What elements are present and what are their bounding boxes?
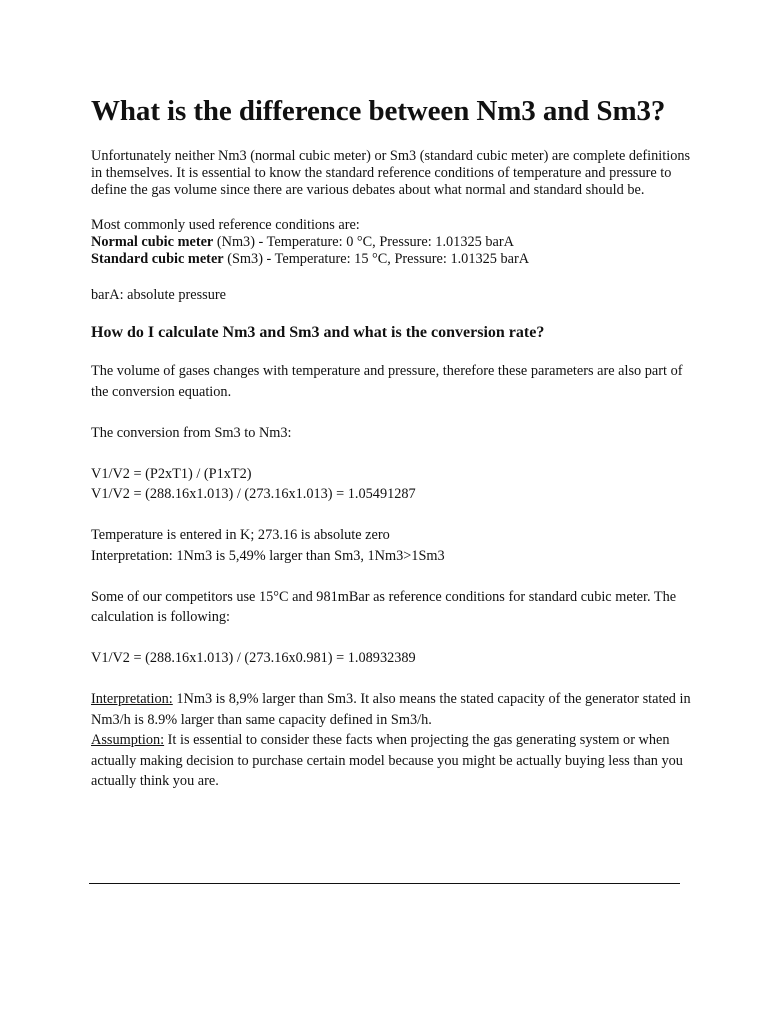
interpretation-first: Interpretation: 1Nm3 is 5,49% larger than Sm3, 1Nm3>1Sm3 bbox=[91, 547, 445, 564]
normal-cubic-meter-text: (Nm3) - Temperature: 0 °C, Pressure: 1.01325 barA bbox=[213, 233, 514, 250]
standard-cubic-meter-label: Standard cubic meter bbox=[91, 251, 224, 268]
reference-conditions bbox=[91, 217, 691, 269]
normal-cubic-meter-line bbox=[91, 234, 691, 251]
document-page bbox=[91, 93, 691, 792]
footer-divider bbox=[89, 883, 680, 884]
page-title: What is the difference between Nm3 and Sm3? bbox=[91, 95, 666, 127]
normal-cubic-meter-label: Normal cubic meter bbox=[91, 233, 214, 250]
reference-lead: Most commonly used reference conditions are: bbox=[91, 216, 360, 233]
formula-standard: V1/V2 = (288.16x1.013) / (273.16x1.013) = 1.05491287 bbox=[91, 486, 416, 503]
assumption-paragraph bbox=[91, 730, 691, 792]
standard-cubic-meter-text: (Sm3) - Temperature: 15 °C, Pressure: 1.01325 barA bbox=[223, 251, 530, 268]
formula-general: V1/V2 = (P2xT1) / (P1xT2) bbox=[91, 465, 252, 482]
standard-cubic-meter-line bbox=[91, 251, 691, 268]
assumption-text: It is essential to consider these facts when projecting the gas generating system or when actually making decision to purchase certain model because you might be actually buying less than you actually think you are. bbox=[91, 732, 683, 790]
section-heading: How do I calculate Nm3 and Sm3 and what is the conversion rate? bbox=[91, 324, 545, 342]
assumption-label: Assumption: bbox=[91, 732, 165, 749]
interpretation-text: 1Nm3 is 8,9% larger than Sm3. It also means the stated capacity of the generator stated in Nm3/h is 8.9% larger than same capacity defined in Sm3/h. bbox=[91, 691, 691, 728]
temperature-note: Temperature is entered in K; 273.16 is absolute zero bbox=[91, 527, 390, 544]
interpretation-paragraph bbox=[91, 689, 691, 730]
volume-paragraph: The volume of gases changes with temperature and pressure, therefore these parameters are also part of the conversion equation. bbox=[91, 363, 683, 400]
calculation-section bbox=[91, 361, 691, 792]
competitors-paragraph: Some of our competitors use 15°C and 981mBar as reference conditions for standard cubic meter. The calculation is following: bbox=[91, 588, 677, 626]
interpretation-label: Interpretation: bbox=[91, 691, 173, 708]
formula-competitors: V1/V2 = (288.16x1.013) / (273.16x0.981) = 1.08932389 bbox=[91, 650, 416, 667]
intro-paragraph: Unfortunately neither Nm3 (normal cubic meter) or Sm3 (standard cubic meter) are complete definitions in themselves. It is essential to know the standard reference conditions of temperature and pressure to define the gas volume since there are various debates about what normal and standard should be. bbox=[91, 148, 691, 199]
conversion-lead: The conversion from Sm3 to Nm3: bbox=[91, 424, 292, 441]
bara-note: barA: absolute pressure bbox=[91, 287, 226, 304]
